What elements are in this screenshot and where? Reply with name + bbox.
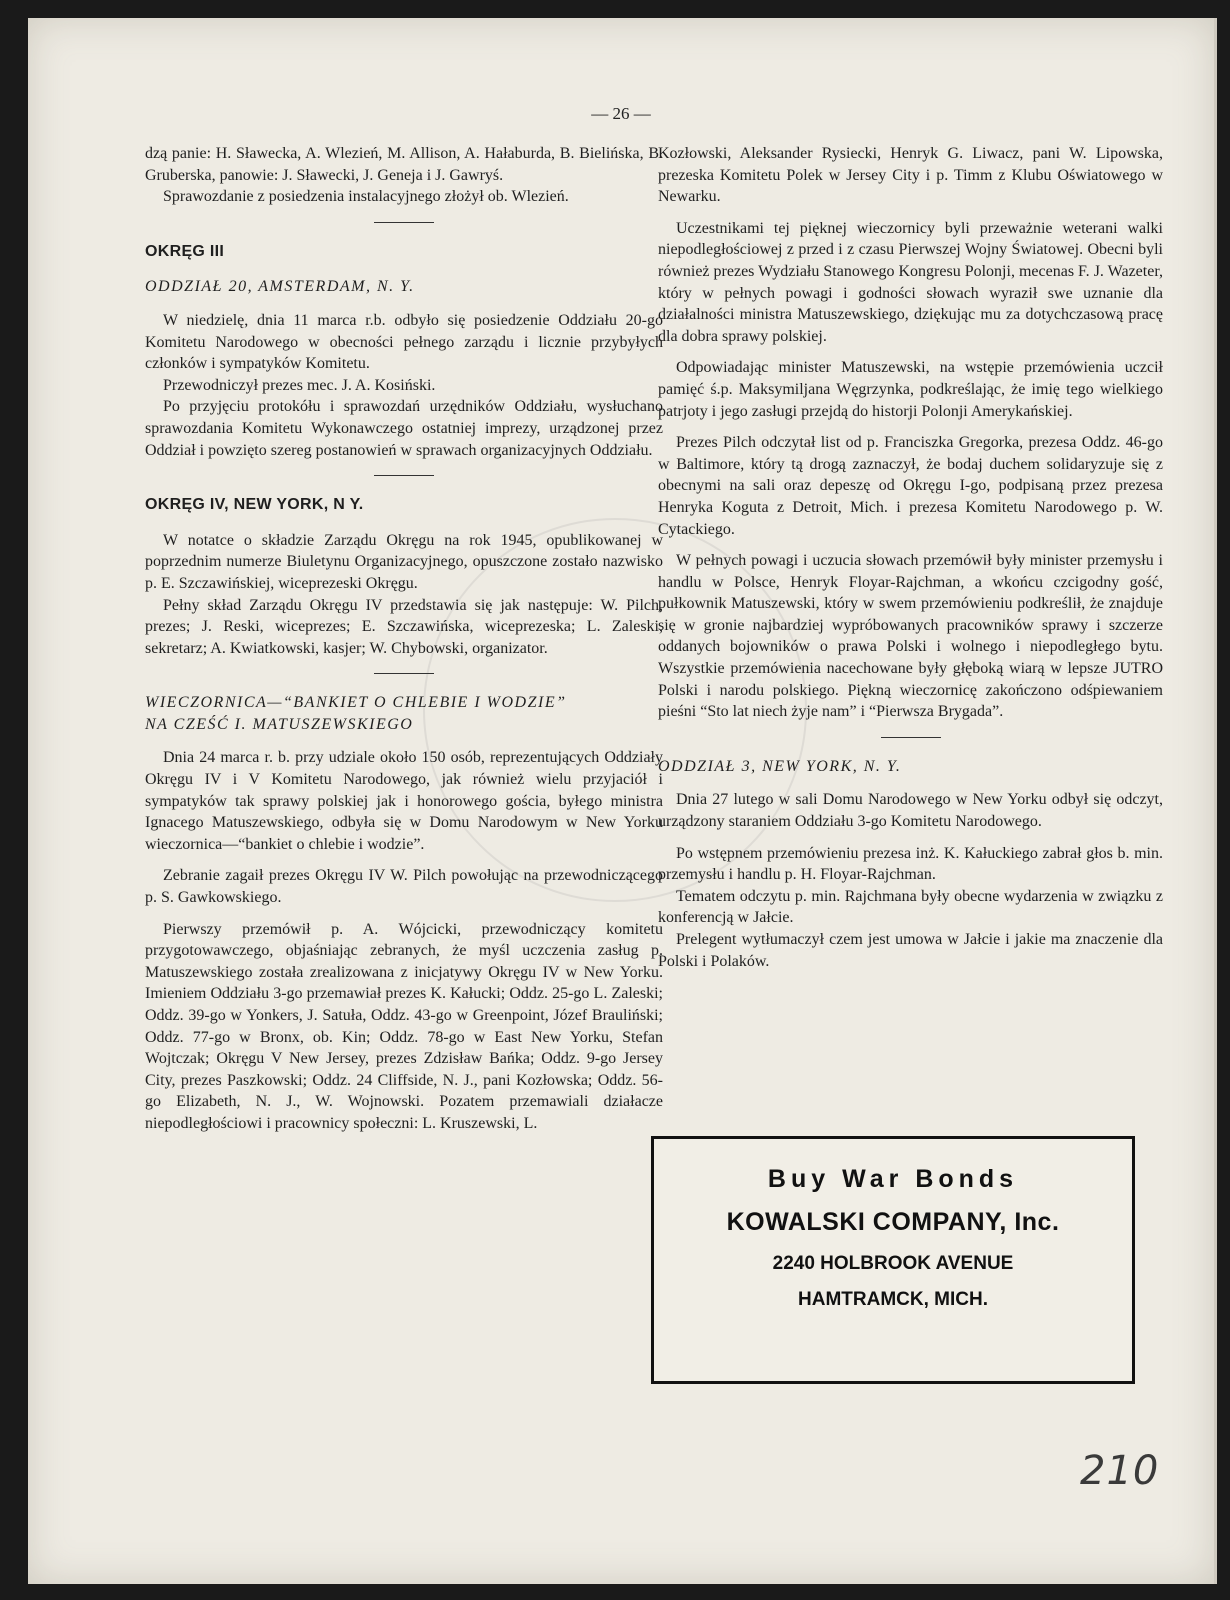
section-heading: OKRĘG IV, NEW YORK, N Y.: [145, 496, 364, 514]
section-heading: OKRĘG III: [145, 242, 225, 260]
handwritten-page-number: 210: [1080, 1448, 1160, 1494]
paragraph: Zebranie zagaił prezes Okręgu IV W. Pilch powołując na przewodniczącego p. S. Gawkowskiego.: [145, 867, 663, 907]
paragraph: Prelegent wytłumaczył czem jest umowa w Jałcie i jakie ma znaczenie dla Polski i Polaków.: [658, 931, 1163, 970]
section-divider: [374, 673, 434, 674]
right-column: [658, 143, 1163, 972]
section-divider: [374, 222, 434, 223]
document-page: [28, 18, 1217, 1584]
section-divider: [881, 737, 941, 738]
paragraph: Pełny skład Zarządu Okręgu IV przedstawia się jak następuje: W. Pilch, prezes; J. Reski, wiceprezes; E. Szczawińska, wiceprezeska; L. Zaleski, sekretarz; A. Kwiatkowski, kasjer; W. Chybowski, organizator.: [145, 596, 663, 657]
ad-street-address: 2240 HOLBROOK AVENUE: [772, 1253, 1014, 1274]
paragraph: W niedzielę, dnia 11 marca r.b. odbyło się posiedzenie Oddziału 20-go Komitetu Narodowego w obecności pełnego zarządu i licznie przybyłych członków i sympatyków Komitetu.: [145, 311, 663, 373]
paragraph: Przewodniczył prezes mec. J. A. Kosiński.: [163, 376, 436, 394]
subsection-heading: NA CZEŚĆ I. MATUSZEWSKIEGO: [145, 715, 414, 733]
paragraph: W notatce o składzie Zarządu Okręgu na rok 1945, opublikowanej w poprzednim numerze Biuletynu Organizacyjnego, opuszczone zostało nazwisko p. E. Szczawińskiej, wiceprezeski Okręgu.: [145, 531, 663, 592]
paragraph: Pierwszy przemówił p. A. Wójcicki, przewodniczący komitetu przygotowawczego, objaśniając zebranych, że myśl uczczenia zasług p. Matuszewskiego została zrealizowana z inicjatywy Okręgu IV w New Yorku. Imieniem Oddziału 3-go przemawiał prezes K. Kałucki; Oddz. 25-go L. Zaleski; Oddz. 39-go w Yonkers, J. Satuła, Oddz. 43-go w Greenpoint, Józef Brauliński; Oddz. 77-go w Bronx, ob. Kin; Oddz. 78-go w East New Yorku, Stefan Wojtczak; Okręgu V New Jersey, prezes Zdzisław Bańka; Oddz. 9-go Jersey City, prezes Paszkowski; Oddz. 24 Cliffside, N. J., pani Kozłowska; Oddz. 56-go Elizabeth, N. J., W. Wojnowski. Pozatem przemawiali działacze niepodległościowi i pracownicy społeczni: L. Kruszewski, L.: [145, 920, 663, 1132]
left-column: [145, 143, 663, 1145]
war-bonds-advertisement: [651, 1136, 1135, 1384]
ad-slogan: Buy War Bonds: [767, 1165, 1019, 1193]
paragraph: Dnia 24 marca r. b. przy udziale około 150 osób, reprezentujących Oddziały Okręgu IV i V Komitetu Narodowego, jak również wielu przyjaciół i sympatyków tak sprawy polskiej jak i honorowego gościa, byłego ministra Ignacego Matuszewskiego, odbyła się w Domu Narodowym w New Yorku wieczornica—“bankiet o chlebie i wodzie”.: [145, 749, 663, 853]
page-number: — 26 —: [591, 104, 651, 123]
section-divider: [374, 475, 434, 476]
paragraph: Dnia 27 lutego w sali Domu Narodowego w New Yorku odbył się odczyt, urządzony staraniem Oddziału 3-go Komitetu Narodowego.: [658, 791, 1163, 831]
paragraph: dzą panie: H. Sławecka, A. Wlezień, M. Allison, A. Hałaburda, B. Bielińska, B. Gruberska, panowie: J. Sławecki, J. Geneja i J. Gawryś.: [145, 145, 663, 184]
paragraph: Uczestnikami tej pięknej wieczornicy byli przeważnie weterani walki niepodległościowej z przed i z czasu Pierwszej Wojny Światowej. Obecni byli również prezes Wydziału Stanowego Kongresu Polonji, mecenas F. J. Wazeter, który w pełnych powagi i godności słowach wyraził swe uznanie dla działalności ministra Matuszewskiego, dziękując mu za dotychczasową pracę dla dobra sprawy polskiej.: [658, 219, 1163, 345]
paragraph: Tematem odczytu p. min. Rajchmana były obecne wydarzenia w związku z konferencją w Jałcie.: [658, 887, 1163, 927]
subsection-heading: WIECZORNICA—“BANKIET O CHLEBIE I WODZIE”: [145, 694, 567, 712]
paragraph: Prezes Pilch odczytał list od p. Franciszka Gregorka, prezesa Oddz. 46-go w Baltimore, który tą drogą zaznaczył, że bodaj duchem solidaryzuje się z obecnymi na sali oraz depeszę od Okręgu I-go, podpisaną przez prezesa Henryka Koguta z Detroit, Mich. i prezesa Komitetu Narodowego p. W. Cytackiego.: [658, 434, 1163, 538]
paragraph: Kozłowski, Aleksander Rysiecki, Henryk G. Liwacz, pani W. Lipowska, prezeska Komitetu Polek w Jersey City i p. Timm z Klubu Oświatowego w Newarku.: [658, 145, 1163, 206]
subsection-heading: ODDZIAŁ 3, NEW YORK, N. Y.: [658, 757, 902, 775]
paragraph: Sprawozdanie z posiedzenia instalacyjnego złożył ob. Wlezień.: [163, 188, 569, 206]
ad-company-name: KOWALSKI COMPANY, Inc.: [726, 1208, 1060, 1236]
paragraph: Po wstępnem przemówieniu prezesa inż. K. Kałuckiego zabrał głos b. min. przemysłu i handlu p. H. Floyar-Rajchman.: [658, 844, 1163, 884]
ad-city: HAMTRAMCK, MICH.: [798, 1289, 988, 1310]
subsection-heading: ODDZIAŁ 20, AMSTERDAM, N. Y.: [145, 278, 415, 296]
paragraph: W pełnych powagi i uczucia słowach przemówił były minister przemysłu i handlu w Polsce, Henryk Floyar-Rajchman, a wkońcu czcigodny gość, pułkownik Matuszewski, który w swem przemówieniu podkreślił, że znajduje się w gronie najbardziej wypróbowanych pracowników sprawy i szczerze oddanych bojowników o prawa Polski i wolnego i niepodległego bytu. Wszystkie przemówienia nacechowane były głęboką wiarą w lepsze JUTRO Polski i narodu polskiego. Piękną wieczornicę zakończono odśpiewaniem pieśni “Sto lat niech żyje nam” i “Pierwsza Brygada”.: [658, 552, 1163, 721]
paragraph: Po przyjęciu protokółu i sprawozdań urzędników Oddziału, wysłuchano sprawozdania Komitetu Wykonawczego ostatniej imprezy, urządzonej przez Oddział i powzięto szereg postanowień w sprawach organizacyjnych Oddziału.: [145, 398, 663, 459]
paragraph: Odpowiadając minister Matuszewski, na wstępie przemówienia uczcił pamięć ś.p. Maksymiljana Węgrzynka, podkreślając, że imię tego wielkiego patrjoty i jego zasługi przejdą do historji Polonji Amerykańskiej.: [658, 359, 1163, 420]
